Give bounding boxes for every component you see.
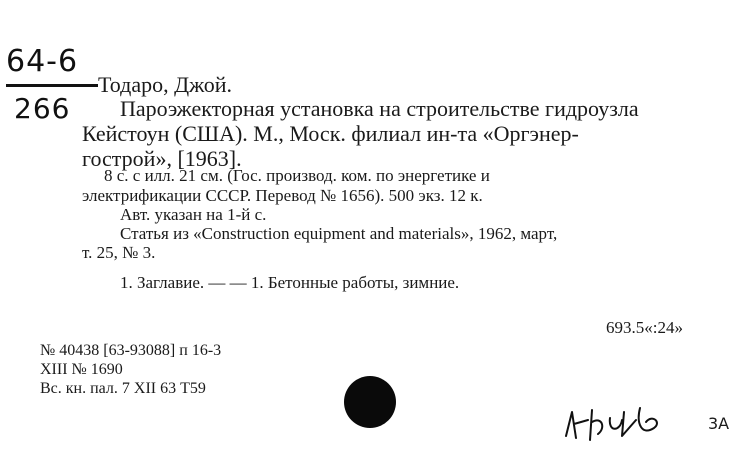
record-line-1: № 40438 [63-93088] п 16-3 bbox=[40, 342, 222, 359]
record-line-2: XIII № 1690 bbox=[40, 361, 123, 378]
corner-mark: 3А bbox=[708, 414, 730, 433]
description-line-1: 8 с. с илл. 21 см. (Гос. производ. ком. по энергетике и bbox=[104, 166, 490, 185]
subject-headings: 1. Заглавие. — — 1. Бетонные работы, зимние. bbox=[120, 273, 460, 292]
description-line-5: т. 25, № 3. bbox=[82, 243, 156, 262]
description-line-3: Авт. указан на 1-й с. bbox=[120, 205, 267, 224]
handwritten-note-signature bbox=[562, 398, 672, 444]
description-line-2: электрификации СССР. Перевод № 1656). 500 экз. 12 к. bbox=[82, 186, 483, 205]
punch-hole bbox=[344, 376, 396, 428]
description-line-4: Статья из «Construction equipment and materials», 1962, март, bbox=[120, 224, 558, 243]
title-line-2: Кейстоун (США). М., Моск. филиал ин-та «Оргэнер- bbox=[82, 121, 579, 146]
call-number-rule bbox=[6, 84, 98, 87]
record-line-3: Вс. кн. пал. 7 XII 63 Т59 bbox=[40, 380, 206, 397]
author-heading: Тодаро, Джой. bbox=[98, 72, 233, 97]
call-number-top: 64-6 bbox=[6, 44, 79, 79]
title-line-1: Пароэжекторная установка на строительстве гидроузла bbox=[120, 96, 639, 121]
title-line-3: гострой», [1963]. bbox=[82, 146, 242, 171]
call-number-bottom: 266 bbox=[14, 92, 71, 125]
classification-index: 693.5«:24» bbox=[606, 318, 683, 337]
